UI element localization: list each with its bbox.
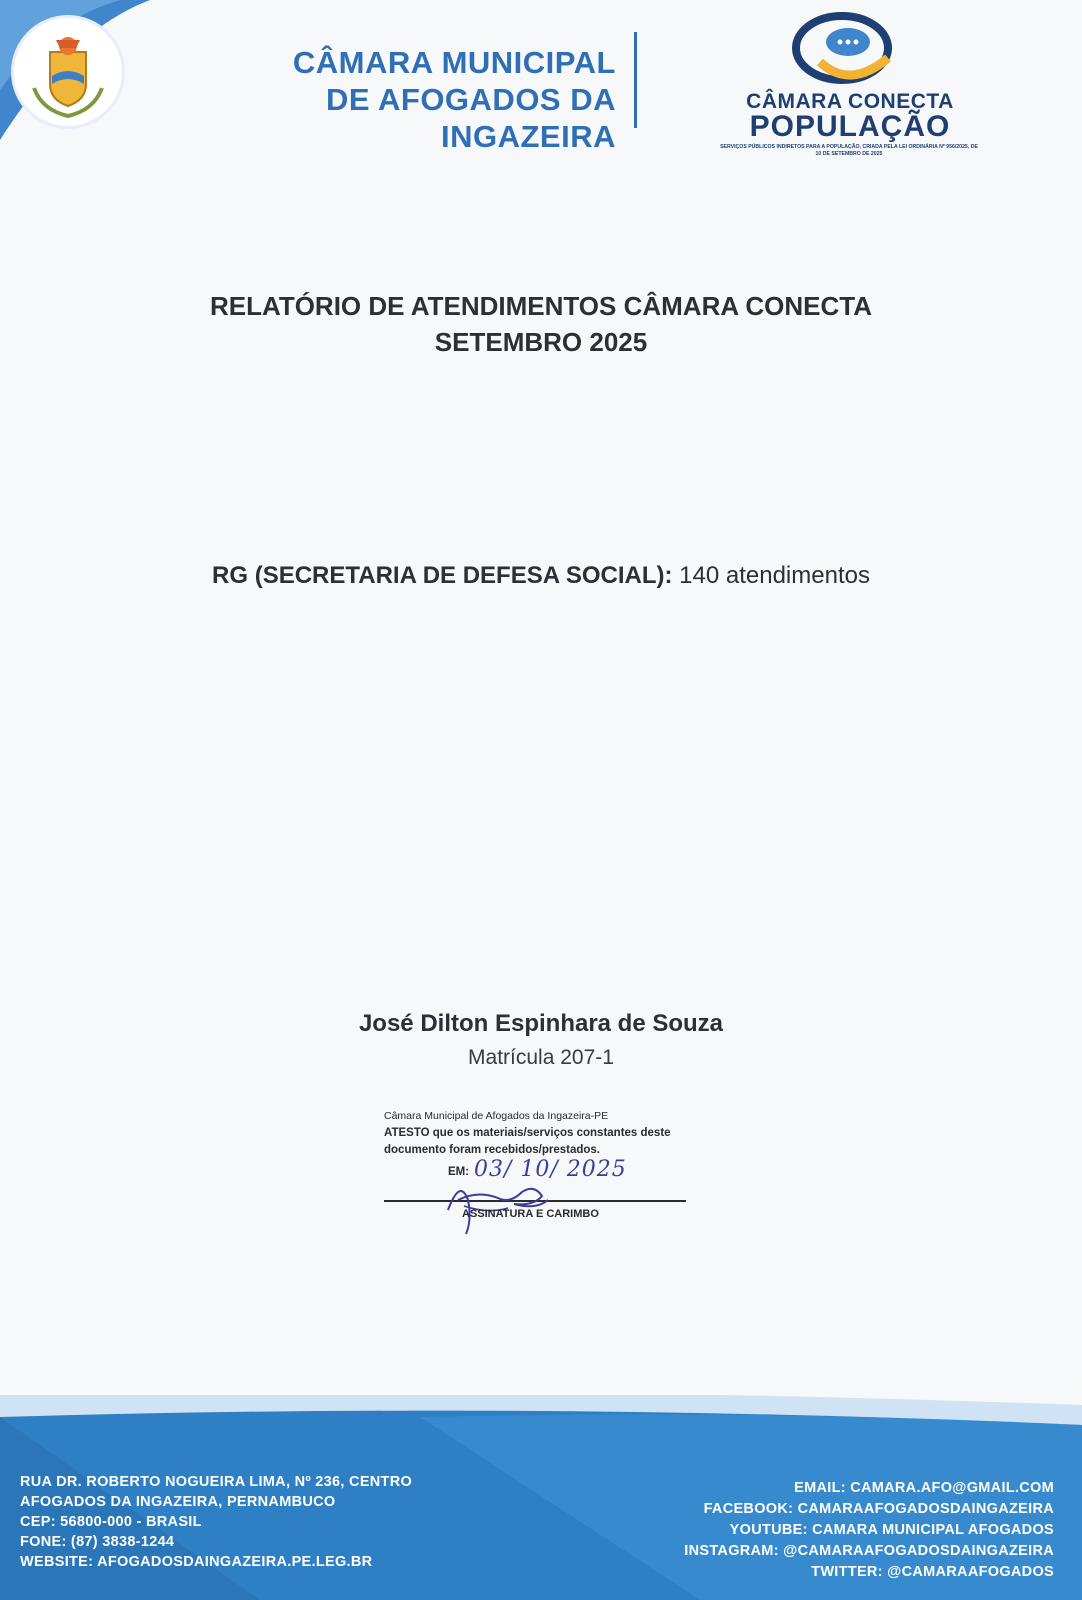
footer-email: EMAIL: CAMARA.AFO@GMAIL.COM — [794, 1480, 1054, 1496]
footer-website: WEBSITE: AFOGADOSDAINGAZEIRA.PE.LEG.BR — [20, 1554, 373, 1570]
footer-contact-left — [20, 1472, 490, 1572]
stamp-date-label: EM: — [448, 1166, 470, 1178]
footer-address: RUA DR. ROBERTO NOGUEIRA LIMA, Nº 236, CENTRO — [20, 1474, 413, 1490]
attestation-stamp — [384, 1108, 704, 1159]
municipal-seal-logo — [14, 18, 122, 126]
program-title-line2: POPULAÇÃO — [749, 110, 951, 143]
rg-value: 140 atendimentos — [679, 562, 870, 589]
rg-label: RG (SECRETARIA DE DEFESA SOCIAL): — [212, 562, 673, 589]
handwritten-signature — [438, 1170, 568, 1240]
report-title-line1: RELATÓRIO DE ATENDIMENTOS CÂMARA CONECTA — [209, 291, 873, 321]
stamp-caption: ASSINATURA E CARIMBO — [462, 1208, 599, 1220]
footer-facebook: FACEBOOK: CAMARAAFOGADOSDAINGAZEIRA — [703, 1501, 1054, 1517]
signer-name: José Dilton Espinhara de Souza — [358, 1010, 724, 1037]
speech-bubbles-logo-icon — [790, 12, 910, 88]
footer-instagram: INSTAGRAM: @CAMARAAFOGADOSDAINGAZEIRA — [684, 1543, 1054, 1559]
footer-twitter: TWITTER: @CAMARAAFOGADOS — [811, 1564, 1054, 1580]
coat-of-arms-icon — [14, 18, 122, 126]
institution-line2: DE AFOGADOS DA INGAZEIRA — [325, 82, 616, 154]
rg-attendance-line — [100, 562, 982, 590]
signer-registration: Matrícula 207-1 — [468, 1046, 614, 1069]
stamp-line2: ATESTO que os materiais/serviços constantes deste — [384, 1127, 671, 1139]
footer-contact-right — [584, 1478, 1054, 1583]
report-title-line2: SETEMBRO 2025 — [434, 327, 648, 357]
stamp-date-handwritten: 03/ 10/ 2025 — [474, 1157, 627, 1182]
footer-phone: FONE: (87) 3838-1244 — [20, 1534, 175, 1550]
stamp-line1: Câmara Municipal de Afogados da Ingazeira-PE — [384, 1110, 609, 1122]
header-divider — [634, 32, 637, 128]
institution-name — [146, 44, 616, 155]
footer-city: AFOGADOS DA INGAZEIRA, PERNAMBUCO — [20, 1494, 336, 1510]
program-title-line1: CÂMARA CONECTA — [746, 90, 954, 113]
stamp-line3: documento foram recebidos/prestados. — [384, 1144, 600, 1156]
institution-line1: CÂMARA MUNICIPAL — [292, 45, 616, 80]
footer-cep: CEP: 56800-000 - BRASIL — [20, 1514, 202, 1530]
footer-youtube: YOUTUBE: CAMARA MUNICIPAL AFOGADOS — [729, 1522, 1054, 1538]
program-subtitle: SERVIÇOS PÚBLICOS INDIRETOS PARA A POPULAÇÃO, CRIADA PELA LEI ORDINÁRIA Nº 956/2025, DE 10 DE SETEMBRO DE 2025 — [720, 144, 978, 157]
report-title — [100, 288, 982, 360]
